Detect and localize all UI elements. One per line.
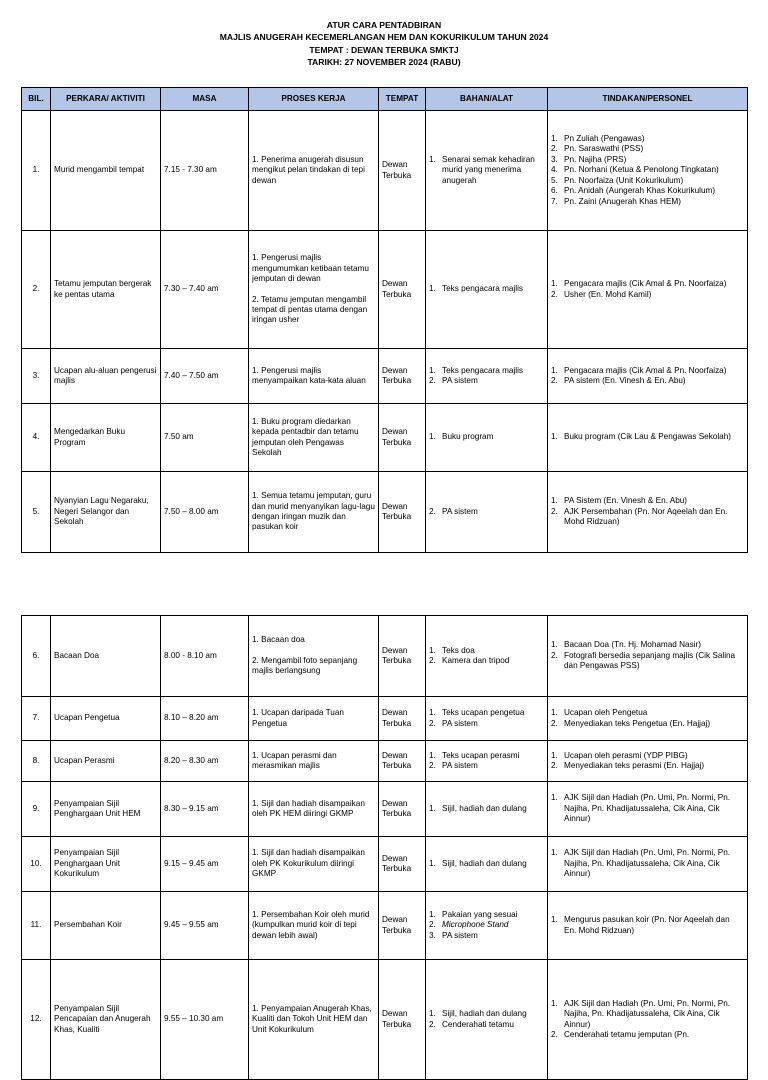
bahan-list	[429, 507, 544, 517]
list-number: 1.	[429, 708, 436, 718]
cell-tempat: Dewan Terbuka	[379, 697, 426, 741]
list-item	[551, 708, 744, 718]
tindakan-list	[551, 848, 744, 879]
cell-masa: 7.30 – 7.40 am	[161, 231, 249, 349]
cell-masa: 8.30 – 9.15 am	[161, 782, 249, 837]
list-item	[551, 507, 744, 528]
cell-masa: 9.55 – 10.30 am	[161, 960, 249, 1080]
bahan-list	[429, 155, 544, 186]
list-text: AJK Sijil dan Hadiah (Pn. Umi, Pn. Normi, Pn. Najiha, Pn. Khadijatussaleha, Cik Aina, Cik Ainnur)	[564, 848, 731, 879]
list-number: 2.	[551, 718, 558, 728]
cell-tempat: Dewan Terbuka	[379, 782, 426, 837]
cell-perkara: Ucapan Perasmi	[51, 741, 161, 782]
list-number: 1.	[429, 803, 436, 813]
list-item	[429, 708, 544, 718]
list-item	[551, 848, 744, 879]
bahan-list	[429, 804, 544, 814]
list-text: Pn. Norhani (Ketua & Penolong Tingkatan)	[564, 165, 719, 175]
bahan-list	[429, 910, 544, 941]
list-item	[551, 751, 744, 761]
list-number: 2.	[551, 650, 558, 660]
table-row	[22, 472, 748, 553]
list-item	[429, 656, 544, 666]
list-text: Mengurus pasukan koir (Pn. Nor Aqeelah dan En. Mohd Ridzuan)	[564, 915, 730, 935]
list-text: Cenderahati tetamu jemputan (Pn.	[564, 1029, 690, 1039]
tindakan-list	[551, 279, 744, 300]
schedule-table-page-2	[21, 615, 748, 1080]
proses-step: 1. Pengerusi majlis menyampaikan kata-kata aluan	[252, 365, 366, 385]
cell-tempat: Dewan Terbuka	[379, 837, 426, 892]
list-item	[551, 915, 744, 936]
list-number: 2.	[429, 1019, 436, 1029]
list-text: Teks doa	[442, 645, 475, 655]
table-header-row	[22, 88, 748, 111]
list-number: 1.	[429, 909, 436, 919]
proses-step: 2. Tetamu jemputan mengambil tempat di pentas utama dengan iringan usher	[252, 294, 368, 325]
list-text: PA Sistem (En. Vinesh & En. Abu)	[564, 496, 688, 506]
list-item	[429, 507, 544, 517]
list-text: Teks ucapan perasmi	[442, 750, 520, 760]
list-number: 1.	[551, 708, 558, 718]
list-item	[429, 432, 544, 442]
cell-masa: 8.00 - 8.10 am	[161, 616, 249, 697]
list-item	[429, 646, 544, 656]
cell-bahan	[426, 960, 548, 1080]
list-item	[551, 999, 744, 1030]
cell-proses	[249, 231, 379, 349]
list-item	[551, 376, 744, 386]
list-item	[429, 859, 544, 869]
list-number: 2.	[429, 761, 436, 770]
cell-perkara: Tetamu jemputan bergerak ke pentas utama	[51, 231, 161, 349]
list-number: 1.	[429, 154, 436, 164]
column-header-masa: MASA	[161, 88, 249, 111]
cell-proses	[249, 404, 379, 472]
cell-tempat: Dewan Terbuka	[379, 472, 426, 553]
list-item	[429, 910, 544, 920]
tindakan-list	[551, 496, 744, 527]
tindakan-list	[551, 708, 744, 729]
cell-tindakan	[548, 782, 748, 837]
list-number: 5.	[551, 175, 558, 185]
proses-step: 1. Semua tetamu jemputan, guru dan murid menyanyikan lagu-lagu dengan iringan muzik dan pasukan koir	[252, 491, 375, 532]
list-item	[429, 920, 544, 930]
cell-masa: 7.50 am	[161, 404, 249, 472]
cell-proses	[249, 837, 379, 892]
cell-bil: 9.	[22, 782, 51, 837]
cell-tindakan	[548, 616, 748, 697]
cell-bahan	[426, 782, 548, 837]
list-text: Pn. Anidah (Aungerah Khas Kokurikulum)	[564, 186, 716, 196]
cell-bil: 8.	[22, 741, 51, 782]
list-text: Pengacara majlis (Cik Amal & Pn. Noorfaiza)	[564, 365, 727, 375]
cell-tempat: Dewan Terbuka	[379, 960, 426, 1080]
cell-bil: 7.	[22, 697, 51, 741]
cell-perkara: Penyampaian Sijil Pencapaian dan Anugerah Khas, Kualiti	[51, 960, 161, 1080]
list-number: 1.	[429, 858, 436, 868]
list-number: 3.	[551, 154, 558, 164]
list-number: 6.	[551, 186, 558, 196]
cell-proses	[249, 697, 379, 741]
list-item	[429, 284, 544, 294]
list-item	[429, 366, 544, 376]
list-item	[551, 761, 744, 771]
proses-step: 1. Penyampaian Anugerah Khas, Kualiti dan Tokoh Unit HEM dan Unit Kokurikulum	[252, 1003, 372, 1034]
cell-bahan	[426, 231, 548, 349]
list-number: 1.	[429, 750, 436, 760]
list-number: 1.	[429, 284, 436, 294]
list-text: PA sistem	[442, 761, 478, 770]
table-row	[22, 404, 748, 472]
cell-tindakan	[548, 231, 748, 349]
column-header-perkara: PERKARA/ AKTIVITI	[51, 88, 161, 111]
list-text: Usher (En. Mohd Kamil)	[564, 289, 652, 299]
table-row	[22, 960, 748, 1080]
proses-step: 1. Buku program diedarkan kepada pentadbir dan tetamu jemputan oleh Pengawas Sekolah	[252, 416, 359, 457]
column-header-proses: PROSES KERJA	[249, 88, 379, 111]
cell-perkara: Persembahan Koir	[51, 892, 161, 960]
table-row	[22, 892, 748, 960]
proses-step: 1. Pengerusi majlis mengumumkan ketibaan tetamu jemputan di dewan	[252, 253, 369, 284]
proses-step: 1. Ucapan perasmi dan merasmikan majlis	[252, 750, 337, 770]
list-number: 1.	[429, 365, 436, 375]
cell-proses	[249, 892, 379, 960]
cell-tempat: Dewan Terbuka	[379, 404, 426, 472]
cell-bahan	[426, 741, 548, 782]
list-number: 4.	[551, 165, 558, 175]
table-row	[22, 111, 748, 231]
list-item	[429, 1009, 544, 1019]
list-text: PA sistem	[442, 718, 478, 728]
list-item	[551, 496, 744, 506]
table-row	[22, 837, 748, 892]
cell-tindakan	[548, 404, 748, 472]
list-item	[551, 1030, 744, 1040]
bahan-list	[429, 708, 544, 729]
proses-step: 1. Sijil dan hadiah disampaikan oleh PK Kokurikulum diiringi GKMP	[252, 848, 365, 879]
list-text: Teks ucapan pengetua	[442, 708, 525, 718]
list-number: 1.	[551, 793, 558, 803]
list-text: Pn. Najiha (PRS)	[564, 154, 627, 164]
cell-bil: 11.	[22, 892, 51, 960]
cell-tindakan	[548, 472, 748, 553]
cell-bil: 4.	[22, 404, 51, 472]
cell-bahan	[426, 404, 548, 472]
cell-tempat: Dewan Terbuka	[379, 231, 426, 349]
bahan-list	[429, 859, 544, 869]
schedule-table-page-1	[21, 87, 748, 553]
list-text: Senarai semak kehadiran murid yang menerima anugerah	[442, 154, 535, 185]
cell-tempat: Dewan Terbuka	[379, 741, 426, 782]
list-item	[429, 804, 544, 814]
proses-step: 1. Bacaan doa	[252, 635, 305, 645]
list-number: 1.	[551, 915, 558, 925]
tindakan-list	[551, 640, 744, 671]
cell-tindakan	[548, 349, 748, 404]
cell-proses	[249, 349, 379, 404]
list-item	[429, 719, 544, 729]
list-item	[551, 793, 744, 824]
cell-tempat: Dewan Terbuka	[379, 892, 426, 960]
list-text: Buku program (Cik Lau & Pengawas Sekolah)	[564, 432, 732, 442]
list-item	[429, 1020, 544, 1030]
column-header-bil: BIL.	[22, 88, 51, 111]
list-text: Buku program	[442, 432, 494, 442]
cell-masa: 9.45 – 9.55 am	[161, 892, 249, 960]
list-number: 1.	[429, 432, 436, 442]
list-text: Menyediakan teks perasmi (En. Hajjaj)	[564, 761, 705, 770]
list-item	[429, 376, 544, 386]
table-row	[22, 231, 748, 349]
table-row	[22, 741, 748, 782]
list-number: 1.	[551, 848, 558, 858]
list-text: Pengacara majlis (Cik Amal & Pn. Noorfaiza)	[564, 279, 727, 289]
list-text: Sijil, hadiah dan dulang	[442, 803, 527, 813]
cell-proses	[249, 472, 379, 553]
list-item	[551, 640, 744, 650]
list-number: 2.	[551, 506, 558, 516]
cell-tempat: Dewan Terbuka	[379, 349, 426, 404]
list-item	[551, 432, 744, 442]
list-item	[429, 761, 544, 771]
list-text: Sijil, hadiah dan dulang	[442, 858, 527, 868]
list-number: 1.	[551, 134, 558, 144]
list-number: 2.	[551, 761, 558, 770]
list-number: 2.	[429, 376, 436, 385]
tindakan-list	[551, 751, 744, 772]
bahan-list	[429, 284, 544, 294]
list-item	[551, 155, 744, 165]
table-row	[22, 616, 748, 697]
cell-tindakan	[548, 111, 748, 231]
cell-proses	[249, 616, 379, 697]
cell-bahan	[426, 472, 548, 553]
list-text: Bacaan Doa (Tn. Hj. Mohamad Nasir)	[564, 640, 701, 650]
list-number: 1.	[551, 432, 558, 442]
cell-masa: 9.15 – 9.45 am	[161, 837, 249, 892]
tindakan-list	[551, 915, 744, 936]
list-number: 2.	[551, 289, 558, 299]
list-number: 2.	[429, 718, 436, 728]
header-event-name: MAJLIS ANUGERAH KECEMERLANGAN HEM DAN KOKURIKULUM TAHUN 2024	[219, 32, 549, 43]
cell-masa: 7.50 – 8.00 am	[161, 472, 249, 553]
list-item	[551, 165, 744, 175]
list-item	[551, 651, 744, 672]
cell-proses	[249, 111, 379, 231]
list-number: 1.	[551, 279, 558, 289]
list-text: Pakaian yang sesuai	[442, 909, 518, 919]
table-row	[22, 697, 748, 741]
list-text: AJK Sijil dan Hadiah (Pn. Umi, Pn. Normi, Pn. Najiha, Pn. Khadijatussaleha, Cik Aina, Cik Ainnur)	[564, 998, 731, 1029]
cell-perkara: Ucapan Pengetua	[51, 697, 161, 741]
cell-bil: 12.	[22, 960, 51, 1080]
header-venue: TEMPAT : DEWAN TERBUKA SMKTJ	[309, 44, 459, 55]
cell-perkara: Bacaan Doa	[51, 616, 161, 697]
list-number: 1.	[551, 496, 558, 506]
list-text: Ucapan oleh perasmi (YDP PIBG)	[564, 750, 688, 760]
tindakan-list	[551, 432, 744, 442]
cell-proses	[249, 741, 379, 782]
cell-masa: 8.10 – 8.20 am	[161, 697, 249, 741]
list-text: Sijil, hadiah dan dulang	[442, 1009, 527, 1019]
cell-tindakan	[548, 960, 748, 1080]
proses-step: 2. Mengambil foto sepanjang majlis berlangsung	[252, 655, 358, 676]
cell-tindakan	[548, 741, 748, 782]
cell-perkara: Penyampaian Sijil Penghargaan Unit Kokurikulum	[51, 837, 161, 892]
cell-perkara: Mengedarkan Buku Program	[51, 404, 161, 472]
list-item	[429, 931, 544, 941]
list-text: Ucapan oleh Pengetua	[564, 708, 648, 718]
cell-tindakan	[548, 837, 748, 892]
cell-bil: 6.	[22, 616, 51, 697]
list-item	[551, 719, 744, 729]
cell-perkara: Murid mengambil tempat	[51, 111, 161, 231]
cell-tindakan	[548, 892, 748, 960]
list-item	[551, 366, 744, 376]
list-text: Pn. Noorfaiza (Unit Kokurikulum)	[564, 175, 684, 185]
list-item	[429, 155, 544, 186]
list-item	[551, 279, 744, 289]
cell-proses	[249, 960, 379, 1080]
cell-bahan	[426, 892, 548, 960]
list-item	[551, 144, 744, 154]
cell-masa: 7.15 - 7.30 am	[161, 111, 249, 231]
list-number: 7.	[551, 196, 558, 206]
proses-step: 1. Penerima anugerah disusun mengikut pelan tindakan di tepi dewan	[252, 154, 365, 185]
list-text: Pn. Saraswathi (PSS)	[564, 144, 644, 154]
bahan-list	[429, 1009, 544, 1030]
header-date: TARIKH: 27 NOVEMBER 2024 (RABU)	[307, 56, 461, 67]
list-text: Pn. Zaini (Anugerah Khas HEM)	[564, 196, 681, 206]
list-item	[551, 197, 744, 207]
list-item	[551, 290, 744, 300]
cell-bil: 10.	[22, 837, 51, 892]
cell-perkara: Nyanyian Lagu Negaraku, Negeri Selangor dan Sekolah	[51, 472, 161, 553]
list-text: Menyediakan teks Pengetua (En. Hajjaj)	[564, 718, 711, 728]
list-text: Kamera dan tripod	[442, 656, 510, 665]
cell-bahan	[426, 111, 548, 231]
list-text: Teks pengacara majlis	[442, 365, 524, 375]
list-number: 2.	[429, 656, 436, 665]
cell-bahan	[426, 616, 548, 697]
cell-perkara: Ucapan alu-aluan pengerusi majlis	[51, 349, 161, 404]
column-header-tindakan: TINDAKAN/PERSONEL	[548, 88, 748, 111]
list-text: Microphone Stand	[442, 920, 509, 930]
list-item	[429, 751, 544, 761]
cell-proses	[249, 782, 379, 837]
table-row	[22, 349, 748, 404]
cell-bil: 5.	[22, 472, 51, 553]
bahan-list	[429, 646, 544, 667]
list-number: 1.	[551, 998, 558, 1008]
list-item	[551, 176, 744, 186]
list-text: Teks pengacara majlis	[442, 284, 524, 294]
cell-bahan	[426, 349, 548, 404]
list-number: 2.	[429, 506, 436, 516]
cell-masa: 7.40 – 7.50 am	[161, 349, 249, 404]
list-number: 3.	[429, 930, 436, 940]
list-text: Pn Zuliah (Pengawas)	[564, 134, 645, 144]
table-row	[22, 782, 748, 837]
document-header	[0, 19, 768, 68]
list-number: 2.	[551, 144, 558, 154]
tindakan-list	[551, 366, 744, 387]
list-number: 1.	[551, 750, 558, 760]
list-text: AJK Sijil dan Hadiah (Pn. Umi, Pn. Normi, Pn. Najiha, Pn. Khadijatussaleha, Cik Aina, Cik Ainnur)	[564, 793, 731, 824]
list-number: 2.	[551, 1029, 558, 1039]
cell-masa: 8.20 – 8.30 am	[161, 741, 249, 782]
list-text: PA sistem	[442, 376, 478, 385]
column-header-tempat: TEMPAT	[379, 88, 426, 111]
list-number: 2.	[551, 376, 558, 385]
cell-bil: 1.	[22, 111, 51, 231]
cell-tempat: Dewan Terbuka	[379, 111, 426, 231]
proses-step: 1. Persembahan Koir oleh murid (kumpulkan murid koir di tepi dewan lebih awal)	[252, 909, 370, 940]
cell-bahan	[426, 697, 548, 741]
tindakan-list	[551, 793, 744, 824]
tindakan-list	[551, 999, 744, 1041]
list-text: Cenderahati tetamu	[442, 1019, 514, 1029]
header-title: ATUR CARA PENTADBIRAN	[326, 20, 442, 30]
cell-bil: 2.	[22, 231, 51, 349]
cell-tempat: Dewan Terbuka	[379, 616, 426, 697]
bahan-list	[429, 366, 544, 387]
list-number: 1.	[551, 365, 558, 375]
list-text: PA sistem	[442, 506, 478, 516]
proses-step: 1. Ucapan daripada Tuan Pengetua	[252, 708, 344, 728]
bahan-list	[429, 751, 544, 772]
list-number: 2.	[429, 920, 436, 930]
list-text: AJK Persembahan (Pn. Nor Aqeelah dan En. Mohd Ridzuan)	[564, 506, 728, 527]
bahan-list	[429, 432, 544, 442]
cell-tindakan	[548, 697, 748, 741]
cell-bil: 3.	[22, 349, 51, 404]
column-header-bahan: BAHAN/ALAT	[426, 88, 548, 111]
list-number: 1.	[551, 640, 558, 650]
list-text: PA sistem (En. Vinesh & En. Abu)	[564, 376, 686, 385]
list-item	[551, 134, 744, 144]
list-text: Fotografi bersedia sepanjang majlis (Cik Salina dan Pengawas PSS)	[564, 650, 736, 671]
tindakan-list	[551, 134, 744, 207]
cell-bahan	[426, 837, 548, 892]
list-number: 1.	[429, 645, 436, 655]
list-number: 1.	[429, 1009, 436, 1019]
list-item	[551, 186, 744, 196]
cell-perkara: Penyampaian Sijil Penghargaan Unit HEM	[51, 782, 161, 837]
list-text: PA sistem	[442, 930, 478, 940]
proses-step: 1. Sijil dan hadiah disampaikan oleh PK HEM diiringi GKMP	[252, 798, 365, 818]
